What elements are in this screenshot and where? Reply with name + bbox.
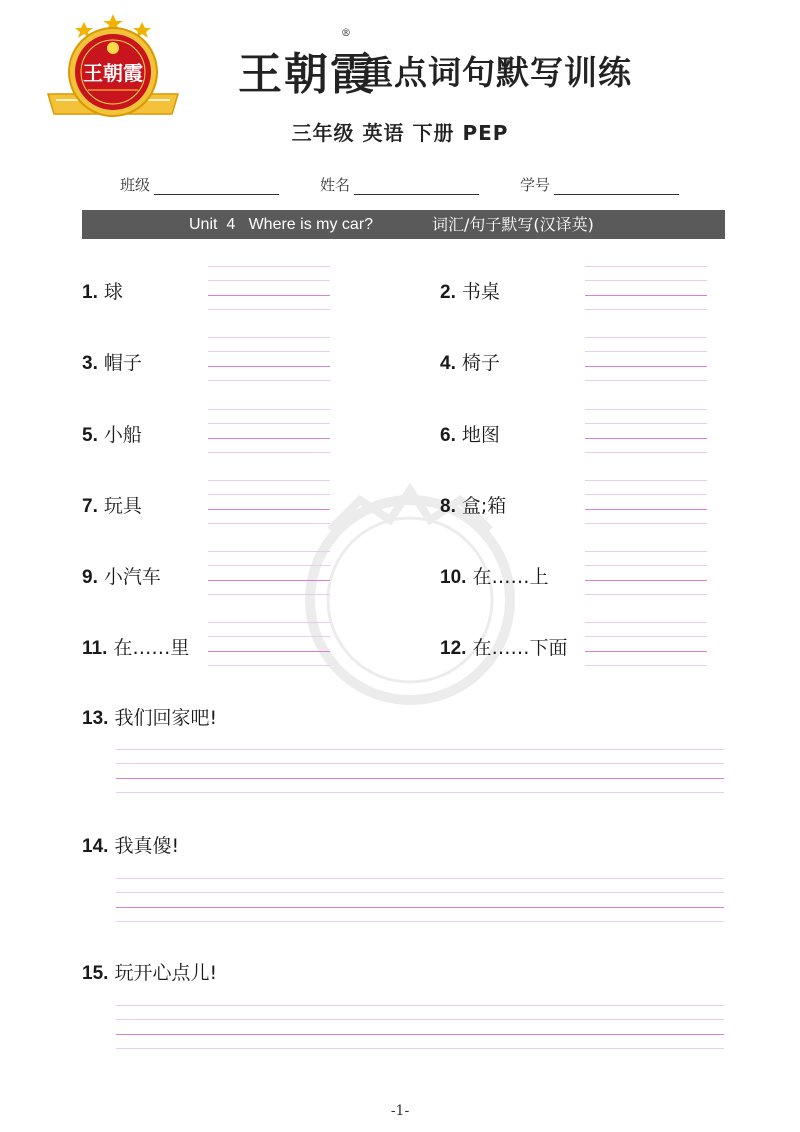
page-title: 重点词句默写训练 — [360, 53, 632, 92]
word-item-4 — [440, 348, 500, 375]
sentence-item-13 — [82, 703, 217, 730]
word-item-8 — [440, 491, 506, 518]
student-number-field[interactable] — [520, 174, 679, 195]
sentence-item-text: 我们回家吧! — [114, 707, 218, 729]
sentence-item-text: 我真傻! — [114, 835, 180, 857]
class-blank[interactable] — [154, 180, 279, 195]
section-title: 词汇/句子默写(汉译英) — [432, 215, 594, 234]
word-item-text: 玩具 — [103, 495, 142, 517]
unit-banner — [82, 210, 725, 239]
word-item-7 — [82, 491, 142, 518]
word-item-1 — [82, 277, 123, 304]
sentence-item-number: 13. — [82, 708, 109, 729]
brand-name — [238, 28, 376, 102]
class-label: 班级 — [120, 176, 151, 194]
class-field[interactable] — [120, 174, 279, 195]
word-item-5 — [82, 420, 142, 447]
sentence-item-15 — [82, 958, 217, 985]
word-item-6 — [440, 420, 500, 447]
word-item-text: 地图 — [461, 424, 500, 446]
word-item-text: 帽子 — [103, 352, 142, 374]
page-number: -1- — [390, 1103, 410, 1119]
student-number-blank[interactable] — [554, 180, 679, 195]
logo-text: 王朝霞 — [83, 61, 143, 85]
sentence-item-text: 玩开心点儿! — [114, 962, 218, 984]
word-item-3 — [82, 348, 142, 375]
word-item-number: 11. — [82, 638, 108, 659]
sentence-item-number: 15. — [82, 963, 109, 984]
word-item-12 — [440, 633, 567, 660]
word-item-number: 8. — [440, 496, 456, 517]
sentence-item-number: 14. — [82, 836, 109, 857]
word-item-number: 6. — [440, 425, 456, 446]
word-item-2 — [440, 277, 500, 304]
word-item-text: 小汽车 — [103, 566, 161, 588]
word-item-text: 在……里 — [113, 637, 190, 659]
word-item-number: 7. — [82, 496, 98, 517]
word-item-number: 1. — [82, 282, 98, 303]
student-number-label: 学号 — [520, 176, 551, 194]
unit-title: Unit 4 Where is my car? — [189, 216, 374, 233]
word-item-text: 在……下面 — [472, 637, 568, 659]
name-label: 姓名 — [320, 176, 351, 194]
word-item-number: 2. — [440, 282, 456, 303]
word-item-10 — [440, 562, 548, 589]
word-item-11 — [82, 633, 189, 660]
brand-name-text: 王朝霞 — [238, 49, 376, 100]
word-item-text: 书桌 — [461, 281, 500, 303]
name-field[interactable] — [320, 174, 479, 195]
word-item-9 — [82, 562, 161, 589]
word-item-number: 10. — [440, 567, 467, 588]
word-item-number: 12. — [440, 638, 467, 659]
brand-logo — [46, 14, 180, 132]
page-subtitle: 三年级 英语 下册 PEP — [291, 121, 509, 145]
word-item-text: 盒;箱 — [461, 495, 507, 517]
word-item-number: 3. — [82, 353, 98, 374]
word-item-number: 9. — [82, 567, 98, 588]
word-item-text: 小船 — [103, 424, 142, 446]
word-item-number: 5. — [82, 425, 98, 446]
name-blank[interactable] — [354, 180, 479, 195]
word-item-text: 在……上 — [472, 566, 549, 588]
registered-mark: ® — [341, 28, 353, 39]
word-item-text: 球 — [103, 281, 123, 303]
sentence-item-14 — [82, 831, 179, 858]
word-item-number: 4. — [440, 353, 456, 374]
word-item-text: 椅子 — [461, 352, 500, 374]
